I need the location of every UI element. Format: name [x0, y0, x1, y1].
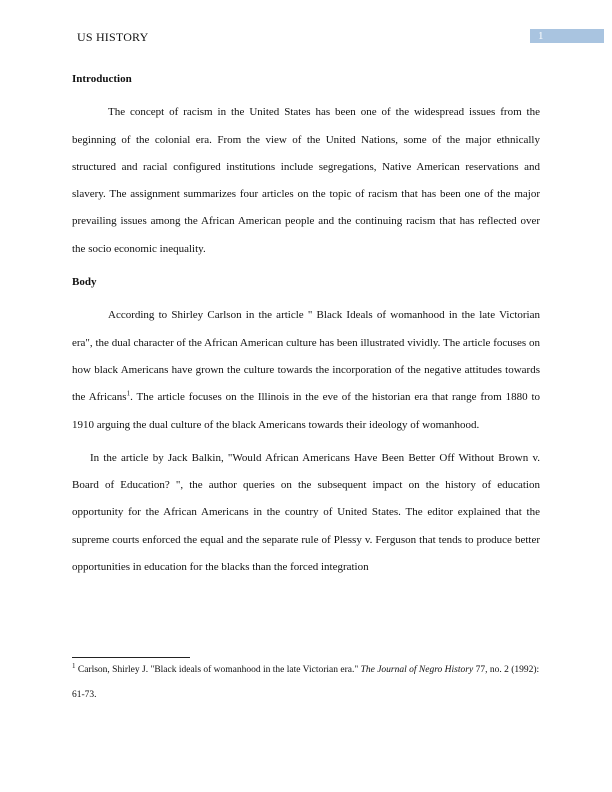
- introduction-heading: Introduction: [72, 73, 132, 85]
- footnote-marker: 1: [72, 661, 76, 670]
- footnote-text-cont: 77, no. 2 (1992): 61-73.: [72, 665, 540, 700]
- body-paragraph-carlson: [72, 302, 540, 438]
- body-heading: Body: [72, 276, 97, 289]
- page-number: 1: [530, 29, 604, 43]
- body-paragraph-carlson-text: According to Shirley Carlson in the article " Black Ideals of womanhood in the late Victorian era", the dual character of the African American culture has been illustrated vividly. The article focuses on how black Americans have grown the culture towards the incorporation of the negative attitudes towards the Africans: [72, 309, 540, 404]
- footnote-journal-title: The Journal of Negro History: [360, 665, 474, 675]
- running-head: US HISTORY: [77, 30, 149, 44]
- introduction-paragraph: The concept of racism in the United States has been one of the widespread issues from the beginning of the colonial era. From the view of the United Nations, some of the major ethnically structured and racial configured institutions include segregations, Native American reservations and slavery. The assignment summarizes four articles on the topic of racism that has been one of the major prevailing issues among the African American people and the continuing racism that has reflected over the socio economic inequality.: [72, 106, 540, 255]
- footnote-reference[interactable]: 1: [126, 389, 131, 398]
- footnote: [72, 658, 540, 708]
- document-body: [72, 66, 540, 581]
- body-paragraph-carlson-text-cont: . The article focuses on the Illinois in the eve of the historian era that range from 1880 to 1910 arguing the dual culture of the black Americans towards their ideology of womanhood.: [72, 391, 541, 431]
- body-paragraph-balkin: In the article by Jack Balkin, "Would African Americans Have Been Better Off Without Brown v. Board of Education? ", the author queries on the subsequent impact on the history of education opportunity for the African Americans in the country of United States. The editor explained that the supreme courts enforced the equal and the separate rule of Plessy v. Ferguson that tends to produce better opportunities in education for the blacks than the forced integration: [72, 451, 540, 574]
- footnote-text: Carlson, Shirley J. "Black ideals of womanhood in the late Victorian era.": [75, 665, 361, 675]
